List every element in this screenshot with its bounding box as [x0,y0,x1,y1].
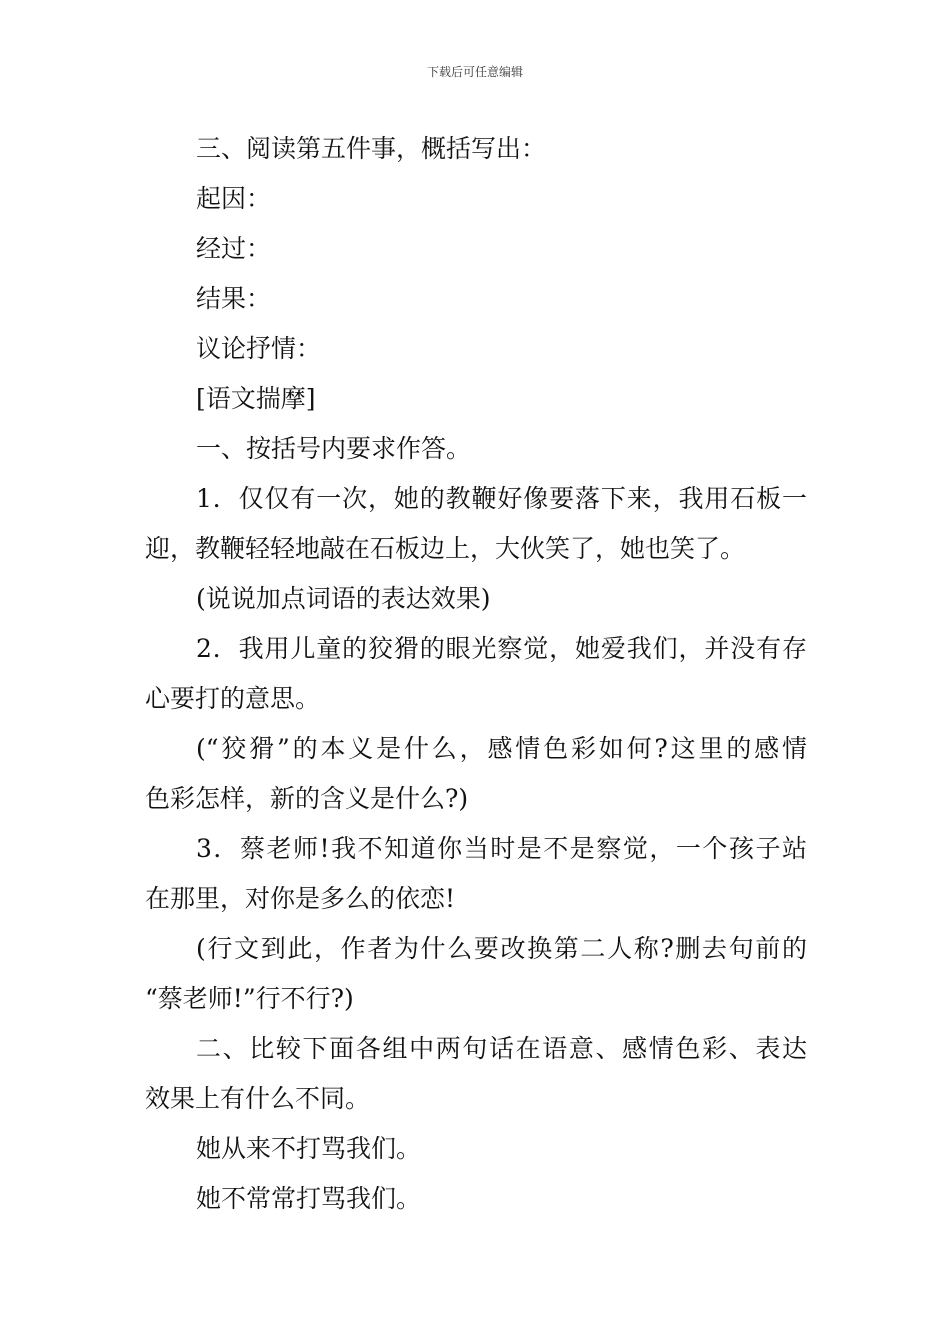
comparison-sentence-a: 她从来不打骂我们。 [196,1134,422,1163]
item-two-prompt-continued: 色彩怎样，新的含义是什么?) [145,784,469,813]
item-two-prompt: (“狡猾”的本义是什么，感情色彩如何?这里的感情 [196,734,807,763]
item-one-sentence-continued: 迎，教鞭轻轻地敲在石板边上，大伙笑了，她也笑了。 [145,534,746,563]
cause-label: 起因： [196,184,272,213]
section-three-heading: 三、阅读第五件事，概括写出： [196,134,547,163]
item-three-sentence: 3．蔡老师!我不知道你当时是不是察觉，一个孩子站 [196,834,807,863]
comparison-sentence-b: 她不常常打骂我们。 [196,1184,422,1213]
process-label: 经过： [196,234,272,263]
commentary-label: 议论抒情： [196,334,322,363]
page-header: 下载后可任意编辑 [426,65,523,79]
item-one-sentence: 1．仅仅有一次，她的教鞭好像要落下来，我用石板一 [196,484,807,513]
item-three-prompt: (行文到此，作者为什么要改换第二人称?删去句前的 [196,934,807,963]
item-three-prompt-continued: “蔡老师!”行不行?) [145,984,354,1013]
question-two-heading: 二、比较下面各组中两句话在语意、感情色彩、表达 [196,1034,807,1063]
section-title: [语文揣摩] [196,384,316,413]
question-two-heading-continued: 效果上有什么不同。 [145,1084,371,1113]
item-two-sentence: 2．我用儿童的狡猾的眼光察觉，她爱我们，并没有存 [196,634,807,663]
question-one-heading: 一、按括号内要求作答。 [196,434,472,463]
item-two-sentence-continued: 心要打的意思。 [145,684,321,713]
document-body [145,124,807,1224]
item-one-prompt: (说说加点词语的表达效果) [196,584,491,613]
item-three-sentence-continued: 在那里，对你是多么的依恋! [145,884,456,913]
result-label: 结果： [196,284,272,313]
